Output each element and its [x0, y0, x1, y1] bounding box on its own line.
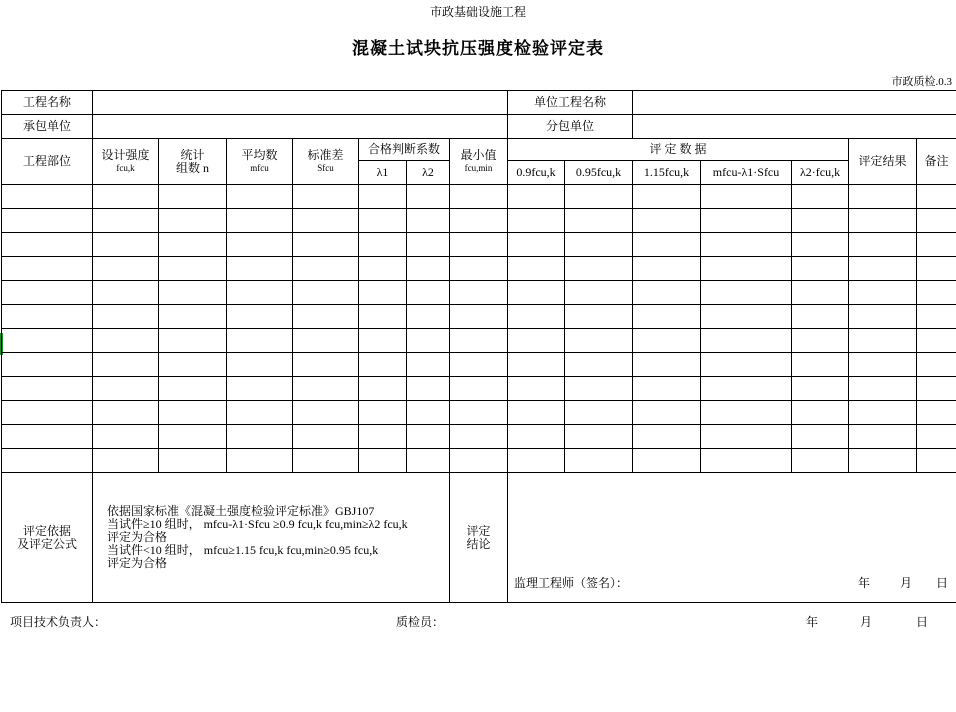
table-cell[interactable]: [2, 425, 93, 449]
table-row: [2, 329, 956, 353]
table-cell[interactable]: [359, 257, 407, 281]
table-cell[interactable]: [450, 449, 508, 473]
table-cell[interactable]: [565, 257, 633, 281]
table-cell[interactable]: [293, 257, 359, 281]
table-cell[interactable]: [227, 425, 293, 449]
table-cell[interactable]: [293, 425, 359, 449]
subcontractor-label: 分包单位: [508, 115, 633, 139]
table-cell[interactable]: [293, 281, 359, 305]
subcontractor-value[interactable]: [633, 115, 956, 139]
col-mean: [227, 139, 293, 185]
table-cell[interactable]: [450, 353, 508, 377]
table-cell[interactable]: [227, 257, 293, 281]
table-cell[interactable]: [633, 257, 701, 281]
table-cell[interactable]: [159, 233, 227, 257]
basis-label: [2, 473, 93, 603]
table-cell[interactable]: [407, 257, 450, 281]
table-row: [2, 281, 956, 305]
table-cell[interactable]: [2, 449, 93, 473]
table-cell[interactable]: [293, 353, 359, 377]
table-cell[interactable]: [2, 377, 93, 401]
table-cell[interactable]: [2, 329, 93, 353]
table-cell[interactable]: [849, 353, 917, 377]
table-cell[interactable]: [407, 449, 450, 473]
table-cell[interactable]: [159, 185, 227, 209]
form-code: 市政质检.0.3: [891, 76, 952, 88]
table-cell[interactable]: [2, 305, 93, 329]
table-cell[interactable]: [159, 449, 227, 473]
table-cell[interactable]: [633, 305, 701, 329]
col-std-label: 标准差: [307, 147, 344, 162]
table-row: [2, 185, 956, 209]
table-cell[interactable]: [792, 425, 849, 449]
table-cell[interactable]: [293, 209, 359, 233]
table-cell[interactable]: [93, 425, 159, 449]
col-c2: 0.95fcu,k: [565, 161, 633, 185]
table-cell[interactable]: [93, 257, 159, 281]
table-cell[interactable]: [508, 233, 565, 257]
table-cell[interactable]: [792, 353, 849, 377]
table-cell[interactable]: [93, 233, 159, 257]
table-cell[interactable]: [701, 425, 792, 449]
table-cell[interactable]: [227, 209, 293, 233]
table-cell[interactable]: [450, 329, 508, 353]
table-cell[interactable]: [849, 377, 917, 401]
table-cell[interactable]: [227, 185, 293, 209]
table-cell[interactable]: [849, 401, 917, 425]
table-cell[interactable]: [508, 425, 565, 449]
table-cell[interactable]: [359, 425, 407, 449]
table-cell[interactable]: [701, 377, 792, 401]
table-cell[interactable]: [159, 257, 227, 281]
table-row: [2, 353, 956, 377]
col-mean-label: 平均数: [241, 147, 278, 162]
table-cell[interactable]: [849, 257, 917, 281]
table-cell[interactable]: [792, 185, 849, 209]
col-eval-data: 评 定 数 据: [508, 139, 849, 161]
table-cell[interactable]: [359, 185, 407, 209]
table-cell[interactable]: [359, 281, 407, 305]
table-cell[interactable]: [159, 377, 227, 401]
col-std: [293, 139, 359, 185]
col-c5: λ2·fcu,k: [792, 161, 849, 185]
table-cell[interactable]: [159, 401, 227, 425]
table-cell[interactable]: [508, 185, 565, 209]
table-cell[interactable]: [792, 233, 849, 257]
basis-line1: 依据国家标准《混凝土强度检验评定标准》GBJ107: [107, 504, 375, 518]
table-cell[interactable]: [159, 425, 227, 449]
table-cell[interactable]: [701, 281, 792, 305]
table-cell[interactable]: [565, 185, 633, 209]
table-cell[interactable]: [508, 449, 565, 473]
conclusion-value[interactable]: [508, 473, 956, 603]
table-cell[interactable]: [359, 305, 407, 329]
table-cell[interactable]: [849, 425, 917, 449]
table-cell[interactable]: [849, 281, 917, 305]
table-cell[interactable]: [508, 329, 565, 353]
table-cell[interactable]: [633, 377, 701, 401]
table-cell[interactable]: [359, 401, 407, 425]
basis-label-line2: 及评定公式: [16, 536, 77, 551]
table-cell[interactable]: [508, 209, 565, 233]
table-cell[interactable]: [407, 305, 450, 329]
sign-year-label: 年: [858, 576, 871, 590]
conclusion-label: [450, 473, 508, 603]
page-title: 混凝土试块抗压强度检验评定表: [352, 39, 604, 58]
table-cell[interactable]: [701, 233, 792, 257]
table-cell[interactable]: [159, 281, 227, 305]
table-cell[interactable]: [565, 329, 633, 353]
evaluation-table: [1, 90, 956, 603]
table-cell[interactable]: [407, 377, 450, 401]
table-cell[interactable]: [227, 401, 293, 425]
col-groups-label-2: 组数 n: [175, 160, 209, 175]
table-cell[interactable]: [450, 377, 508, 401]
table-cell[interactable]: [227, 449, 293, 473]
table-cell[interactable]: [565, 353, 633, 377]
table-cell[interactable]: [227, 377, 293, 401]
col-coef: 合格判断系数: [359, 139, 450, 161]
table-cell[interactable]: [450, 209, 508, 233]
contractor-value[interactable]: [93, 115, 508, 139]
table-cell[interactable]: [93, 305, 159, 329]
table-cell[interactable]: [293, 377, 359, 401]
table-cell[interactable]: [917, 329, 956, 353]
table-row: [2, 449, 956, 473]
table-cell[interactable]: [508, 353, 565, 377]
table-cell[interactable]: [359, 329, 407, 353]
col-design-strength: [93, 139, 159, 185]
table-cell[interactable]: [917, 281, 956, 305]
table-cell[interactable]: [849, 233, 917, 257]
table-cell[interactable]: [450, 281, 508, 305]
table-cell[interactable]: [701, 329, 792, 353]
table-cell[interactable]: [565, 233, 633, 257]
table-cell[interactable]: [849, 329, 917, 353]
col-lambda2: λ2: [407, 161, 450, 185]
table-cell[interactable]: [93, 377, 159, 401]
table-cell[interactable]: [792, 401, 849, 425]
table-cell[interactable]: [508, 305, 565, 329]
col-part: 工程部位: [2, 139, 93, 185]
table-cell[interactable]: [792, 377, 849, 401]
table-cell[interactable]: [633, 425, 701, 449]
sign-month-label: 月: [900, 576, 913, 590]
table-cell[interactable]: [293, 305, 359, 329]
table-cell[interactable]: [633, 209, 701, 233]
tech-lead-label: 项目技术负责人：: [10, 615, 107, 629]
table-cell[interactable]: [917, 425, 956, 449]
basis-line3: 评定为合格: [107, 530, 168, 544]
col-mean-symbol: mfcu: [250, 162, 269, 173]
footer-year-label: 年: [806, 615, 819, 629]
table-cell[interactable]: [359, 377, 407, 401]
table-cell[interactable]: [227, 305, 293, 329]
table-cell[interactable]: [450, 233, 508, 257]
supervisor-label: 监理工程师（签名）：: [514, 576, 629, 590]
col-c3: 1.15fcu,k: [633, 161, 701, 185]
table-cell[interactable]: [359, 353, 407, 377]
basis-label-line1: 评定依据: [22, 523, 71, 538]
table-cell[interactable]: [2, 353, 93, 377]
table-cell[interactable]: [450, 185, 508, 209]
inspector-label: 质检员：: [396, 615, 445, 629]
table-cell[interactable]: [227, 281, 293, 305]
table-cell[interactable]: [93, 281, 159, 305]
table-cell[interactable]: [508, 401, 565, 425]
table-cell[interactable]: [701, 353, 792, 377]
table-cell[interactable]: [701, 449, 792, 473]
table-cell[interactable]: [565, 449, 633, 473]
table-cell[interactable]: [293, 329, 359, 353]
table-cell[interactable]: [565, 305, 633, 329]
col-remark: 备注: [917, 139, 956, 185]
table-cell[interactable]: [2, 257, 93, 281]
top-label: 市政基础设施工程: [429, 5, 526, 19]
table-cell[interactable]: [849, 305, 917, 329]
col-std-symbol: Sfcu: [317, 162, 334, 173]
table-cell[interactable]: [407, 233, 450, 257]
table-cell[interactable]: [93, 353, 159, 377]
table-cell[interactable]: [917, 401, 956, 425]
table-cell[interactable]: [792, 329, 849, 353]
unit-project-name-label: 单位工程名称: [508, 91, 633, 115]
table-cell[interactable]: [849, 209, 917, 233]
table-cell[interactable]: [293, 449, 359, 473]
table-row: [2, 257, 956, 281]
table-cell[interactable]: [633, 233, 701, 257]
table-cell[interactable]: [93, 209, 159, 233]
table-cell[interactable]: [407, 185, 450, 209]
table-row: [2, 425, 956, 449]
table-cell[interactable]: [917, 233, 956, 257]
contractor-label: 承包单位: [2, 115, 93, 139]
table-cell[interactable]: [565, 281, 633, 305]
table-cell[interactable]: [633, 185, 701, 209]
table-cell[interactable]: [917, 305, 956, 329]
table-cell[interactable]: [159, 329, 227, 353]
table-cell[interactable]: [293, 401, 359, 425]
table-cell[interactable]: [159, 305, 227, 329]
table-cell[interactable]: [849, 185, 917, 209]
table-cell[interactable]: [2, 401, 93, 425]
table-cell[interactable]: [159, 353, 227, 377]
table-cell[interactable]: [633, 449, 701, 473]
col-result: 评定结果: [849, 139, 917, 185]
table-cell[interactable]: [407, 329, 450, 353]
table-cell[interactable]: [359, 209, 407, 233]
table-cell[interactable]: [565, 209, 633, 233]
col-groups-label-1: 统计: [180, 147, 205, 162]
table-cell[interactable]: [508, 281, 565, 305]
table-cell[interactable]: [93, 449, 159, 473]
table-row: [2, 209, 956, 233]
table-cell[interactable]: [450, 425, 508, 449]
table-cell[interactable]: [293, 185, 359, 209]
table-cell[interactable]: [2, 233, 93, 257]
col-min-symbol: fcu,min: [464, 162, 493, 173]
table-cell[interactable]: [792, 281, 849, 305]
table-cell[interactable]: [701, 209, 792, 233]
table-cell[interactable]: [2, 209, 93, 233]
table-cell[interactable]: [359, 233, 407, 257]
col-c1: 0.9fcu,k: [508, 161, 565, 185]
table-cell[interactable]: [917, 449, 956, 473]
table-cell[interactable]: [93, 185, 159, 209]
table-row: [2, 377, 956, 401]
table-cell[interactable]: [701, 305, 792, 329]
table-cell[interactable]: [565, 377, 633, 401]
table-cell[interactable]: [701, 257, 792, 281]
table-cell[interactable]: [159, 209, 227, 233]
footer-month-label: 月: [860, 615, 873, 629]
basis-line2: 当试件≥10 组时， mfcu-λ1·Sfcu ≥0.9 fcu,k fcu,min≥λ2 fcu,k: [107, 517, 408, 531]
table-cell[interactable]: [917, 257, 956, 281]
table-cell[interactable]: [565, 425, 633, 449]
table-cell[interactable]: [407, 209, 450, 233]
col-design-strength-label: 设计强度: [101, 147, 150, 162]
table-cell[interactable]: [633, 281, 701, 305]
table-cell[interactable]: [917, 377, 956, 401]
table-cell[interactable]: [917, 353, 956, 377]
table-cell[interactable]: [792, 449, 849, 473]
table-row: [2, 233, 956, 257]
table-cell[interactable]: [565, 401, 633, 425]
table-cell[interactable]: [508, 377, 565, 401]
table-cell[interactable]: [359, 449, 407, 473]
table-cell[interactable]: [227, 329, 293, 353]
project-name-value[interactable]: [93, 91, 508, 115]
conclusion-label-line1: 评定: [466, 523, 491, 538]
table-cell[interactable]: [407, 401, 450, 425]
table-cell[interactable]: [701, 185, 792, 209]
conclusion-label-line2: 结论: [466, 536, 491, 551]
col-lambda1: λ1: [359, 161, 407, 185]
table-cell[interactable]: [633, 401, 701, 425]
table-cell[interactable]: [293, 233, 359, 257]
table-cell[interactable]: [792, 305, 849, 329]
table-cell[interactable]: [2, 281, 93, 305]
table-cell[interactable]: [450, 257, 508, 281]
basis-formula: [93, 473, 450, 603]
table-cell[interactable]: [450, 401, 508, 425]
table-cell[interactable]: [917, 185, 956, 209]
unit-project-name-value[interactable]: [633, 91, 956, 115]
table-cell[interactable]: [2, 185, 93, 209]
table-cell[interactable]: [93, 329, 159, 353]
table-cell[interactable]: [227, 353, 293, 377]
col-min: [450, 139, 508, 185]
col-groups: [159, 139, 227, 185]
table-cell[interactable]: [508, 257, 565, 281]
table-cell[interactable]: [701, 401, 792, 425]
table-row: [2, 305, 956, 329]
sign-day-label: 日: [936, 576, 949, 590]
footer-day-label: 日: [916, 615, 929, 629]
table-cell[interactable]: [227, 233, 293, 257]
table-cell[interactable]: [450, 305, 508, 329]
col-min-label: 最小值: [460, 147, 497, 162]
project-name-label: 工程名称: [2, 91, 93, 115]
basis-line5: 评定为合格: [107, 556, 168, 570]
table-cell[interactable]: [407, 281, 450, 305]
col-design-strength-symbol: fcu,k: [116, 162, 135, 173]
table-cell[interactable]: [792, 257, 849, 281]
table-cell[interactable]: [633, 329, 701, 353]
table-cell[interactable]: [93, 401, 159, 425]
table-cell[interactable]: [849, 449, 917, 473]
table-cell[interactable]: [407, 353, 450, 377]
table-cell[interactable]: [792, 209, 849, 233]
table-cell[interactable]: [407, 425, 450, 449]
table-cell[interactable]: [633, 353, 701, 377]
table-row: [2, 401, 956, 425]
table-cell[interactable]: [917, 209, 956, 233]
col-c4: mfcu-λ1·Sfcu: [701, 161, 792, 185]
basis-line4: 当试件<10 组时， mfcu≥1.15 fcu,k fcu,min≥0.95 fcu,k: [107, 543, 379, 557]
